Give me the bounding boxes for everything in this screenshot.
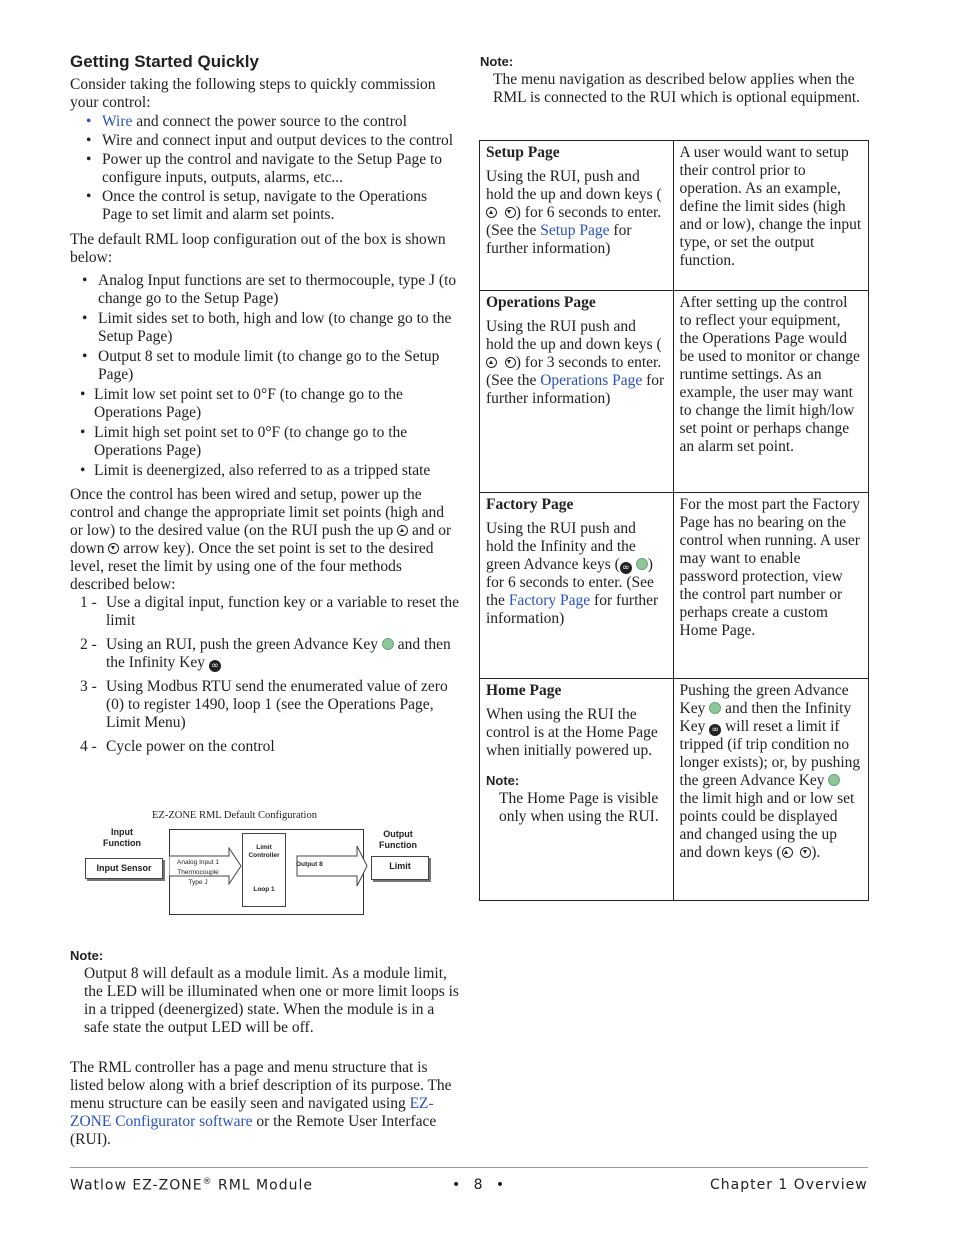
home-note-text: The Home Page is visible only when using the RUI. — [499, 790, 659, 825]
list-item: 3 - Using Modbus RTU send the enumerated value of zero (0) to register 1490, loop 1 (see the Operations Page, Limit Menu) — [80, 678, 448, 731]
footer-rule — [70, 1167, 868, 1168]
wire-link[interactable]: Wire — [102, 113, 133, 130]
advance-key-icon — [709, 702, 721, 714]
list-item: 2 - Using an RUI, push the green Advance Key and then the Infinity Key ∞ — [80, 636, 451, 671]
list-item: • Limit is deenergized, also referred to as a tripped state — [80, 462, 431, 479]
setup-page-cell: Setup Page Using the RUI, push and hold the up and down keys ( ) for 6 seconds to enter. (See the Setup Page for further information) — [480, 141, 674, 291]
table-row — [480, 141, 869, 291]
factory-page-link[interactable]: Factory Page — [508, 592, 591, 609]
advance-key-icon — [828, 774, 840, 786]
output-function-label: Output Function — [379, 829, 417, 850]
page-number: • 8 • — [452, 1177, 505, 1193]
diagram-title: EZ-ZONE RML Default Configuration — [152, 810, 317, 821]
up-key-icon — [397, 525, 408, 536]
list-item: • Wire and connect input and output devices to the control — [86, 132, 454, 149]
down-key-icon — [108, 543, 119, 554]
home-page-cell: Home Page When using the RUI the control is at the Home Page when initially powered up. Note: The Home Page is visible only when using the RUI. — [480, 679, 674, 901]
right-note-label: Note: — [480, 54, 514, 69]
table-row — [480, 291, 869, 493]
configurator-link[interactable]: EZ-ZONE Configurator software — [70, 1095, 434, 1130]
table-row — [480, 679, 869, 901]
list-item: • Analog Input functions are set to thermocouple, type J (to change go to the Setup Page) — [82, 272, 457, 307]
steps-list — [70, 113, 460, 224]
table-row — [480, 493, 869, 679]
factory-page-description: For the most part the Factory Page has no bearing on the control when running. A user may want to enable password protection, view the control part number or perhaps create a custom Home Page. — [673, 493, 868, 679]
list-item: • Wire and connect the power source to the control — [86, 113, 407, 130]
limit-controller-box: Limit Controller Loop 1 — [242, 833, 286, 907]
up-key-icon — [486, 357, 497, 368]
methods-list — [70, 594, 460, 756]
input-sensor-box: Input Sensor — [85, 858, 163, 879]
setup-page-description: A user would want to setup their control prior to operation. As an example, define the limit sides (high and or low), change the input type, or set the output function. — [673, 141, 868, 291]
default-configuration-diagram — [84, 808, 444, 918]
list-item: • Once the control is setup, navigate to the Operations Page to set limit and alarm set points. — [86, 188, 427, 223]
default-intro: The default RML loop configuration out of the box is shown below: — [70, 231, 446, 266]
list-item: • Limit sides set to both, high and low (to change go to the Setup Page) — [82, 310, 452, 345]
operations-page-link[interactable]: Operations Page — [540, 372, 643, 389]
infinity-key-icon: ∞ — [620, 562, 632, 574]
setup-page-link[interactable]: Setup Page — [540, 222, 610, 239]
up-key-icon — [782, 847, 793, 858]
note-text: Output 8 will default as a module limit. As a module limit, the LED will be illuminated when one or more limit loops is in a tripped (deenergized) state. When the module is in a safe state the output LED will be off. — [84, 965, 459, 1036]
input-function-label: Input Function — [103, 827, 141, 848]
list-item: 4 - Cycle power on the control — [80, 738, 275, 755]
infinity-key-icon: ∞ — [209, 660, 221, 672]
limit-box: Limit — [371, 856, 429, 880]
down-key-icon — [505, 357, 516, 368]
output8-label: Output 8 — [296, 861, 323, 868]
list-item: • Output 8 set to module limit (to change go to the Setup Page) — [82, 348, 440, 383]
home-note-label: Note: — [486, 773, 520, 788]
list-item: • Limit low set point set to 0°F (to change go to the Operations Page) — [80, 386, 403, 421]
note-label: Note: — [70, 948, 104, 963]
factory-page-cell: Factory Page Using the RUI push and hold the Infinity and the green Advance keys ( ∞ ) for 6 seconds to enter. (See the Factory Page for further information) — [480, 493, 674, 679]
operations-page-cell: Operations Page Using the RUI push and hold the up and down keys ( ) for 3 seconds to enter. (See the Operations Page for further information) — [480, 291, 674, 493]
defaults-list — [70, 272, 460, 480]
infinity-key-icon: ∞ — [709, 724, 721, 736]
operations-page-description: After setting up the control to reflect your equipment, the Operations Page would be used to monitor or change runtime settings. As an example, the user may want to change the limit high/low set point or perhaps change an alarm set point. — [673, 291, 868, 493]
advance-key-icon — [636, 558, 648, 570]
menu-table — [479, 140, 869, 901]
menu-paragraph: The RML controller has a page and menu structure that is listed below along with a brief description of its purpose. The menu structure can be easily seen and navigated using EZ-ZONE Configurator software or the Remote User Interface (RUI). — [70, 1059, 452, 1148]
list-item: 1 - Use a digital input, function key or a variable to reset the limit — [80, 594, 459, 629]
down-key-icon — [505, 207, 516, 218]
advance-key-icon — [382, 638, 394, 650]
list-item: • Limit high set point set to 0°F (to change go to the Operations Page) — [80, 424, 408, 459]
right-note-text: The menu navigation as described below applies when the RML is connected to the RUI which is optional equipment. — [493, 71, 861, 106]
up-key-icon — [486, 207, 497, 218]
footer-chapter: Chapter 1 Overview — [710, 1177, 868, 1193]
list-item: • Power up the control and navigate to the Setup Page to configure inputs, outputs, alarms, etc... — [86, 151, 443, 186]
home-page-description: Pushing the green Advance Key and then the Infinity Key ∞ will reset a limit if tripped (if trip condition no longer exists); or, by pushing the green Advance Key the limit high and or low set points could be displayed and changed using the up and down keys ( ). — [673, 679, 868, 901]
left-column — [70, 76, 460, 756]
footer-left: Watlow EZ-ZONE® RML Module — [70, 1177, 313, 1194]
analog-input-label: Analog Input 1 Thermocouple Type J — [177, 859, 219, 886]
section-heading: Getting Started Quickly — [70, 52, 259, 71]
down-key-icon — [800, 847, 811, 858]
once-paragraph: Once the control has been wired and setup, power up the control and change the appropriate limit set points (high and or low) to the desired value (on the RUI push the up and or down arrow key). Once the set point is set to the desired level, reset the limit by using one of the four methods described below: — [70, 486, 452, 593]
intro-paragraph: Consider taking the following steps to quickly commission your control: — [70, 76, 436, 111]
